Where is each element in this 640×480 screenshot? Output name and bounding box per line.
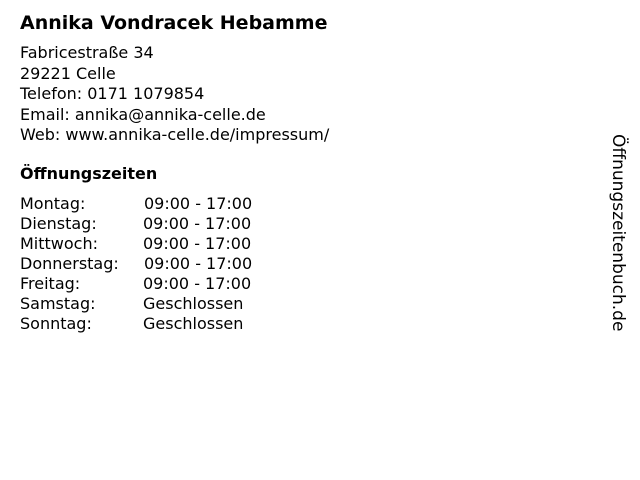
hours-row — [20, 194, 420, 214]
time-value: 09:00 - 17:00 — [143, 234, 252, 253]
opening-hours-table — [20, 194, 420, 334]
day-label: Dienstag: — [20, 214, 97, 233]
hours-row — [20, 314, 420, 334]
address-block — [20, 43, 329, 146]
time-value: 09:00 - 17:00 — [143, 214, 252, 233]
business-name: Annika Vondracek Hebamme — [20, 12, 328, 34]
site-watermark: Öffnungszeitenbuch.de — [608, 134, 628, 332]
email: Email: annika@annika-celle.de — [20, 104, 266, 124]
time-value: 09:00 - 17:00 — [143, 274, 252, 293]
time-value: Geschlossen — [143, 294, 244, 313]
hours-row — [20, 234, 420, 254]
watermark-container — [600, 134, 640, 364]
street: Fabricestraße 34 — [20, 43, 154, 62]
time-value: Geschlossen — [143, 314, 244, 333]
hours-row — [20, 294, 420, 314]
hours-row — [20, 274, 420, 294]
day-label: Mittwoch: — [20, 234, 98, 253]
time-value: 09:00 - 17:00 — [144, 194, 253, 213]
website: Web: www.annika-celle.de/impressum/ — [20, 125, 330, 144]
opening-hours-title: Öffnungszeiten — [20, 164, 158, 183]
day-label: Donnerstag: — [20, 254, 119, 273]
day-label: Montag: — [20, 194, 86, 213]
hours-row — [20, 214, 420, 234]
phone: Telefon: 0171 1079854 — [20, 84, 205, 103]
time-value: 09:00 - 17:00 — [144, 254, 253, 273]
day-label: Freitag: — [20, 274, 81, 293]
day-label: Sonntag: — [20, 314, 92, 333]
city: 29221 Celle — [20, 63, 116, 83]
day-label: Samstag: — [20, 294, 96, 313]
hours-row — [20, 254, 420, 274]
